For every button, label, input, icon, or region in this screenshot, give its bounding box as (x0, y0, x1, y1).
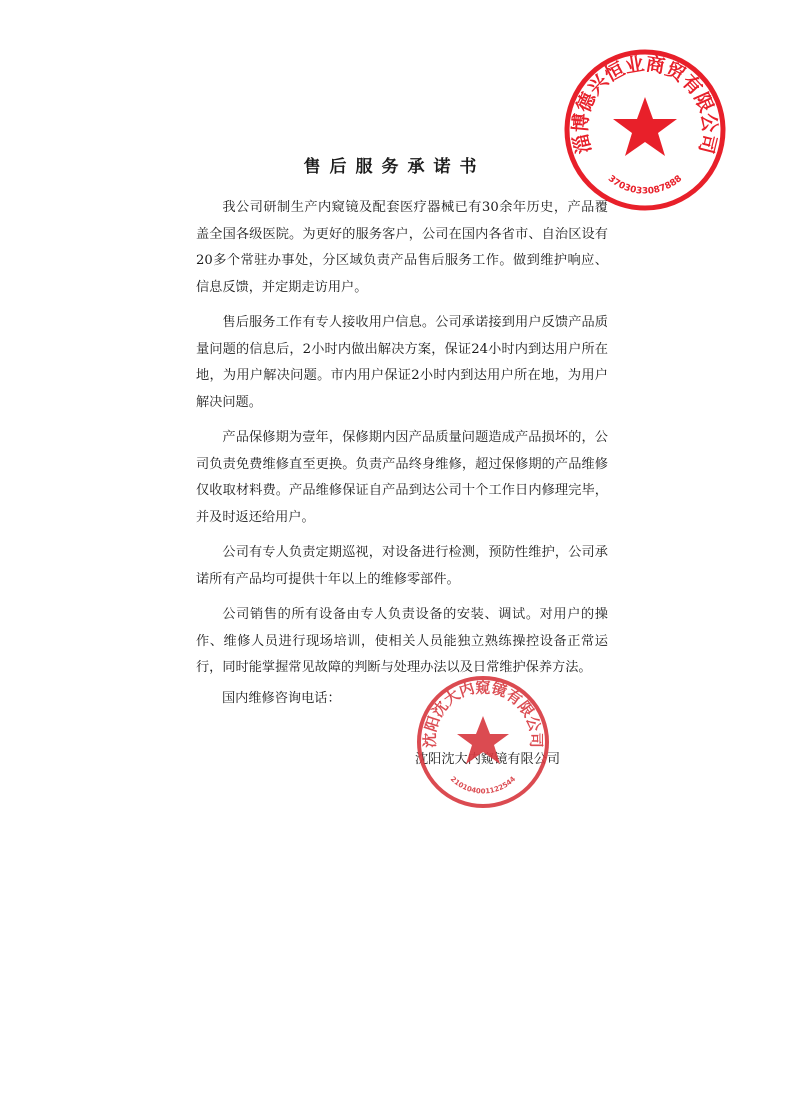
paragraph-1: 我公司研制生产内窥镜及配套医疗器械已有30余年历史，产品覆盖全国各级医院。为更好的服务客户，公司在国内各省市、自治区设有20多个常驻办事处，分区域负责产品售后服务工作。做到维护响应、信息反馈，并定期走访用户。 (196, 200, 608, 295)
seal-top-number: 3703033087888 (605, 173, 685, 197)
seal-bottom-name: 沈阳沈大内窥镜有限公司 (420, 678, 546, 748)
paragraph-2: 售后服务工作有专人接收用户信息。公司承诺接到用户反馈产品质量问题的信息后，2小时内做出解决方案，保证24小时内到达用户所在地，为用户解决问题。市内用户保证2小时内到达用户所在地，为用户解决问题。 (196, 315, 608, 410)
document-body (196, 195, 608, 691)
hotline-label: 国内维修咨询电话： (222, 691, 341, 706)
paragraph-4: 公司有专人负责定期巡视，对设备进行检测，预防性维护，公司承诺所有产品均可提供十年以上的维修零部件。 (196, 545, 608, 587)
paragraph-3: 产品保修期为壹年，保修期内因产品质量问题造成产品损坏的，公司负责免费维修直至更换。负责产品终身维修，超过保修期的产品维修仅收取材料费。产品维修保证自产品到达公司十个工作日内修理完毕，并及时返还给用户。 (196, 430, 608, 525)
company-signature: 沈阳沈大内窥镜有限公司 (415, 752, 561, 767)
star-icon (613, 97, 677, 156)
seal-bottom-number: 210104001122544 (448, 775, 518, 796)
company-seal-top (560, 45, 730, 215)
paragraph-5: 公司销售的所有设备由专人负责设备的安装、调试。对用户的操作、维修人员进行现场培训，使相关人员能独立熟练操控设备正常运行，同时能掌握常见故障的判断与处理办法以及日常维护保养方法。 (196, 607, 608, 675)
company-seal-bottom (413, 672, 553, 812)
star-icon (457, 716, 509, 764)
document-title: 售后服务承诺书 (303, 157, 486, 177)
seal-top-name: 淄博德兴恒业商贸有限公司 (569, 53, 721, 156)
